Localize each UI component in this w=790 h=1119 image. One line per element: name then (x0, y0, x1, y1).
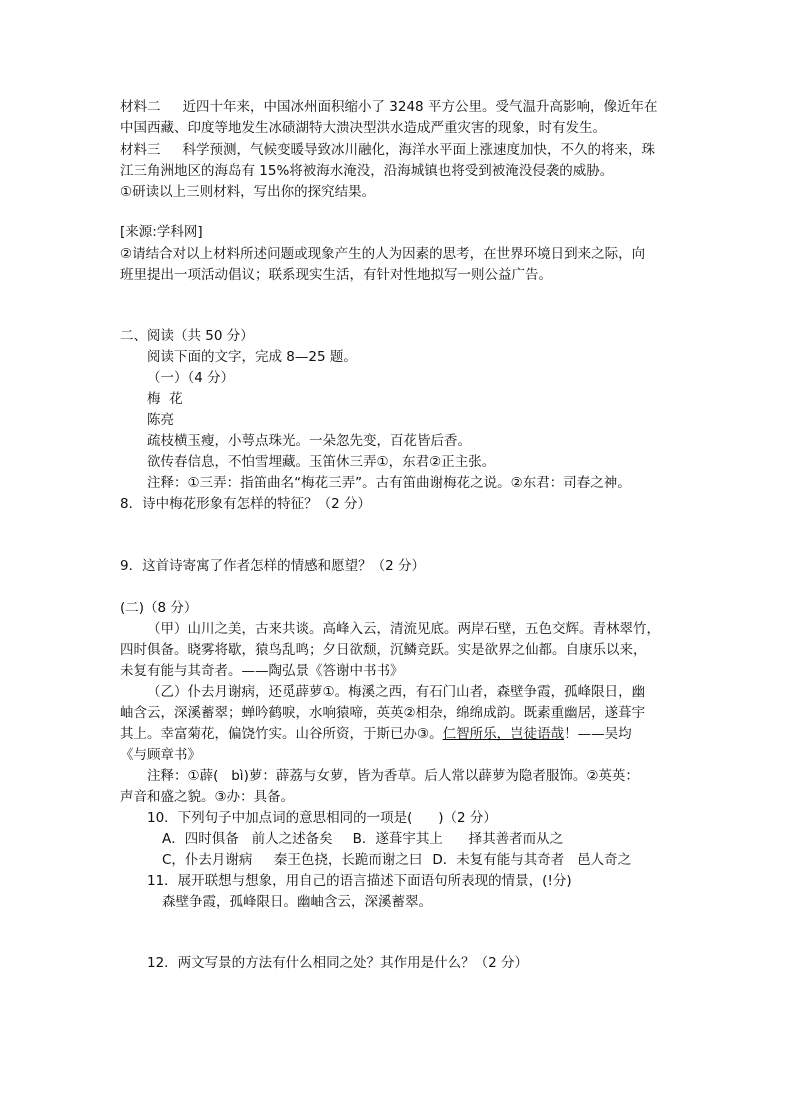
question-10-option-d: D．未复有能与其奇者 邑人奇之 (432, 852, 632, 868)
passage-b-line-1: （乙）仆去月谢病，还觅薜萝①。梅溪之西，有石门山者，森壁争霞，孤峰限日，幽 (147, 684, 646, 700)
question-10-stem: 10．下列句子中加点词的意思相同的一项是( )（2 分） (147, 810, 497, 826)
poem-author: 陈亮 (147, 412, 174, 428)
question-11-stem: 11．展开联想与想象，用自己的语言描述下面语句所表现的情景，(!分) (147, 873, 572, 889)
question-11-quote: 森壁争霞，孤峰限日。幽岫含云，深溪蓄翠。 (162, 894, 432, 910)
question-10-option-b: B．遂葺宇其上 择其善者而从之 (352, 831, 564, 847)
part-1-heading: （一）（4 分） (147, 370, 235, 386)
question-9: 9．这首诗寄寓了作者怎样的情感和愿望？（2 分） (120, 558, 425, 574)
poem-note: 注释：①三弄：指笛曲名“梅花三弄”。古有笛曲谢梅花之说。②东君：司春之神。 (147, 475, 631, 491)
question-12: 12．两文写景的方法有什么相同之处？其作用是什么？（2 分） (147, 955, 529, 971)
poem-title: 梅 花 (147, 391, 183, 407)
source-note: [来源:学科网] (120, 224, 203, 240)
passage-a-line-1: （甲）山川之美，古来共谈。高峰入云，清流见底。两岸石壁，五色交辉。青林翠竹， (147, 621, 660, 637)
material-3-line-2: 江三角洲地区的海岛有 15%将被海水淹没，沿海城镇也将受到被淹没侵袭的威胁。 (120, 163, 614, 179)
question-2-line-2: 班里提出一项活动倡议；联系现实生活，有针对性地拟写一则公益广告。 (120, 267, 552, 283)
poem-line-1: 疏枝横玉瘦，小萼点珠光。一朵忽先变，百花皆后香。 (147, 433, 471, 449)
passage-b-line-3-end: ！——吴均 (564, 726, 632, 742)
question-1: ①研读以上三则材料，写出你的探究结果。 (120, 184, 376, 200)
question-10-option-a: A．四时俱备 前人之述备矣 (162, 831, 333, 847)
material-3-line-1: 科学预测，气候变暖导致冰川融化，海洋水平面上涨速度加快，不久的将来，珠 (182, 142, 655, 158)
passage-a-line-2: 四时俱备。晓雾将歇，猿鸟乱鸣；夕日欲颓，沉鳞竞跃。实是欲界之仙都。自康乐以来， (120, 642, 647, 658)
part-2-heading: (二)（8 分） (120, 600, 198, 616)
material-3-label: 材料三 (120, 142, 161, 158)
passage-b-line-3-start: 其上。幸富菊花，偏饶竹实。山谷所资，于斯已办③。 (120, 726, 443, 742)
material-2-label: 材料二 (120, 99, 161, 115)
poem-line-2: 欲传春信息，不怕雪埋藏。玉笛休三弄①，东君②正主张。 (147, 454, 496, 470)
material-2-line-2: 中国西藏、印度等地发生冰碛湖特大溃决型洪水造成严重灾害的现象，时有发生。 (120, 120, 606, 136)
question-8: 8．诗中梅花形象有怎样的特征？（2 分） (120, 496, 371, 512)
question-10-option-c: C，仆去月谢病 秦王色挠，长跪而谢之曰 (162, 852, 423, 868)
notes-line-1: 注释：①薜( bì)萝：薜荔与女萝，皆为香草。后人常以薜萝为隐者服饰。②英英： (147, 768, 639, 784)
passage-a-line-3: 未复有能与其奇者。——陶弘景《答谢中书书》 (120, 663, 404, 679)
notes-line-2: 声音和盛之貌。③办：具备。 (120, 789, 295, 805)
passage-b-line-2: 岫含云，深溪蓄翠；蝉吟鹤唳，水响猿啼，英英②相杂，绵绵成韵。既素重幽居，遂葺宇 (120, 705, 646, 721)
section-heading: 二、阅读（共 50 分） (120, 328, 254, 344)
passage-b-line-4: 《与顾章书》 (120, 747, 201, 763)
question-2-line-1: ②请结合对以上材料所述问题或现象产生的人为因素的思考，在世界环境日到来之际，向 (120, 246, 646, 262)
passage-b-underlined-phrase: 仁智所乐，岂徒语哉 (442, 726, 565, 742)
section-intro: 阅读下面的文字，完成 8—25 题。 (147, 349, 357, 365)
material-2-line-1: 近四十年来，中国冰州面积缩小了 3248 平方公里。受气温升高影响，像近年在 (182, 99, 658, 115)
